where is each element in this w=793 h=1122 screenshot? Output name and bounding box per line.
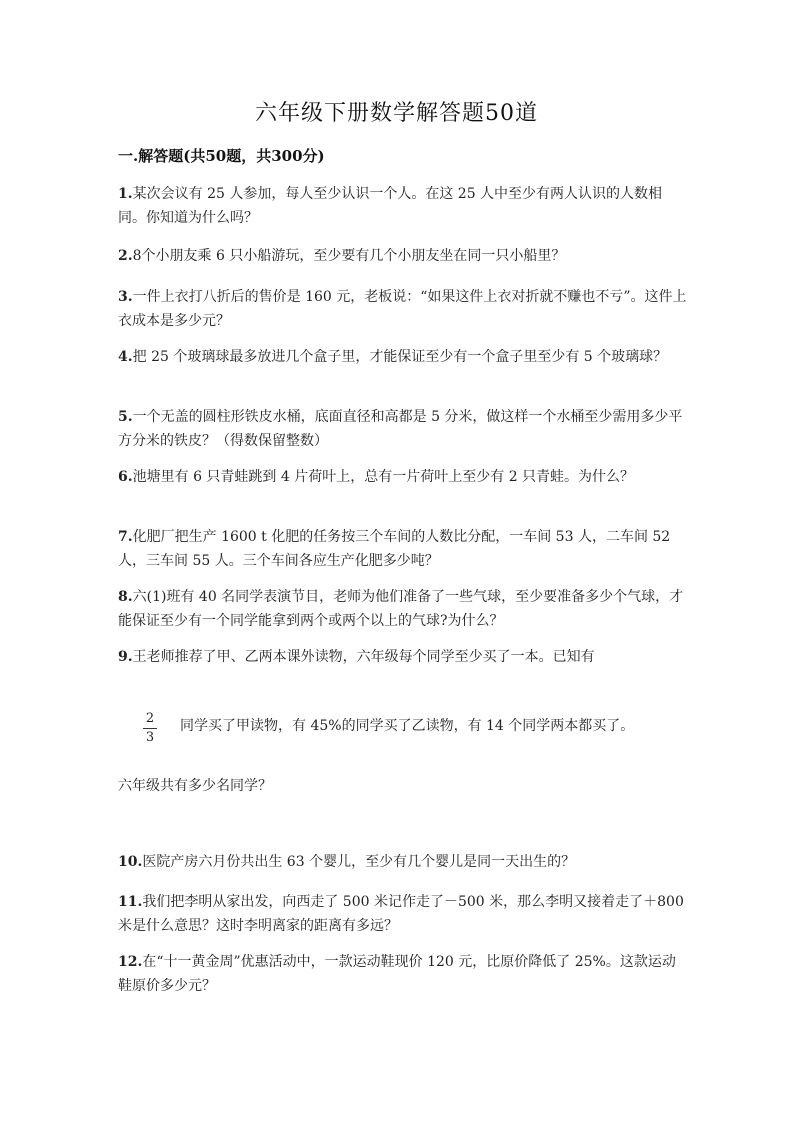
question-text: 某次会议有 25 人参加，每人至少认识一个人。在这 25 人中至少有两人认识的人数相同。你知道为什么吗？ (118, 186, 663, 226)
question-number: 6. (118, 469, 133, 485)
fraction-two-thirds (141, 712, 159, 745)
question-10 (118, 850, 688, 874)
question-number: 8. (118, 589, 133, 605)
question-number: 5. (118, 409, 133, 425)
question-number: 4. (118, 349, 133, 365)
fraction-numerator: 2 (145, 711, 155, 726)
question-9-continuation: 同学买了甲读物，有 45%的同学买了乙读物，有 14 个同学两本都买了。 (180, 718, 635, 734)
section-heading: 一.解答题(共50题，共300分) (118, 147, 325, 165)
page-title: 六年级下册数学解答题50道 (255, 101, 538, 126)
question-number: 2. (118, 248, 133, 264)
question-text: 把 25 个玻璃球最多放进几个盒子里，才能保证至少有一个盒子里至少有 5 个玻璃球？ (132, 349, 668, 365)
question-6 (118, 465, 688, 489)
question-number: 11. (118, 894, 143, 910)
question-5 (118, 405, 688, 453)
question-text: 我们把李明从家出发，向西走了 500 米记作走了－500 米，那么李明又接着走了＋800 米是什么意思？这时李明离家的距离有多远？ (118, 894, 684, 934)
question-text: 池塘里有 6 只青蛙跳到 4 片荷叶上，总有一片荷叶上至少有 2 只青蛙。为什么？ (132, 469, 635, 485)
question-number: 9. (118, 649, 133, 665)
question-number: 10. (118, 854, 143, 870)
question-number: 7. (118, 529, 133, 545)
question-number: 3. (118, 289, 133, 305)
question-2 (118, 244, 688, 268)
question-text: 在“十一黄金周”优惠活动中，一款运动鞋现价 120 元，比原价降低了 25%。这款运动鞋原价多少元？ (118, 954, 676, 994)
question-3 (118, 285, 688, 333)
question-4 (118, 345, 688, 369)
fraction-bar (143, 728, 157, 729)
question-9 (118, 645, 688, 669)
question-7 (118, 525, 688, 573)
question-text: 一件上衣打八折后的售价是 160 元，老板说：“如果这件上衣对折就不赚也不亏”。这件上衣成本是多少元？ (118, 289, 687, 329)
question-1 (118, 182, 688, 230)
question-text: 化肥厂把生产 1600 t 化肥的任务按三个车间的人数比分配，一车间 53 人，二车间 52 人，三车间 55 人。三个车间各应生产化肥多少吨？ (118, 529, 671, 569)
fraction-denominator: 3 (145, 730, 155, 745)
question-8 (118, 585, 688, 633)
question-text: 王老师推荐了甲、乙两本课外读物，六年级每个同学至少买了一本。已知有 (132, 649, 595, 665)
question-9-tail: 六年级共有多少名同学？ (118, 778, 272, 794)
question-text: 医院产房六月份共出生 63 个婴儿，至少有几个婴儿是同一天出生的？ (142, 854, 576, 870)
question-11 (118, 890, 688, 938)
question-number: 1. (118, 186, 133, 202)
question-12 (118, 950, 688, 998)
question-text: 六(1)班有 40 名同学表演节目，老师为他们准备了一些气球，至少要准备多少个气球，才能保证至少有一个同学能拿到两个或两个以上的气球?为什么？ (118, 589, 684, 629)
question-text: 一个无盖的圆柱形铁皮水桶，底面直径和高都是 5 分米，做这样一个水桶至少需用多少平方分米的铁皮？（得数保留整数） (118, 409, 683, 449)
question-number: 12. (118, 954, 143, 970)
question-text: 8个小朋友乘 6 只小船游玩，至少要有几个小朋友坐在同一只小船里？ (132, 248, 566, 264)
